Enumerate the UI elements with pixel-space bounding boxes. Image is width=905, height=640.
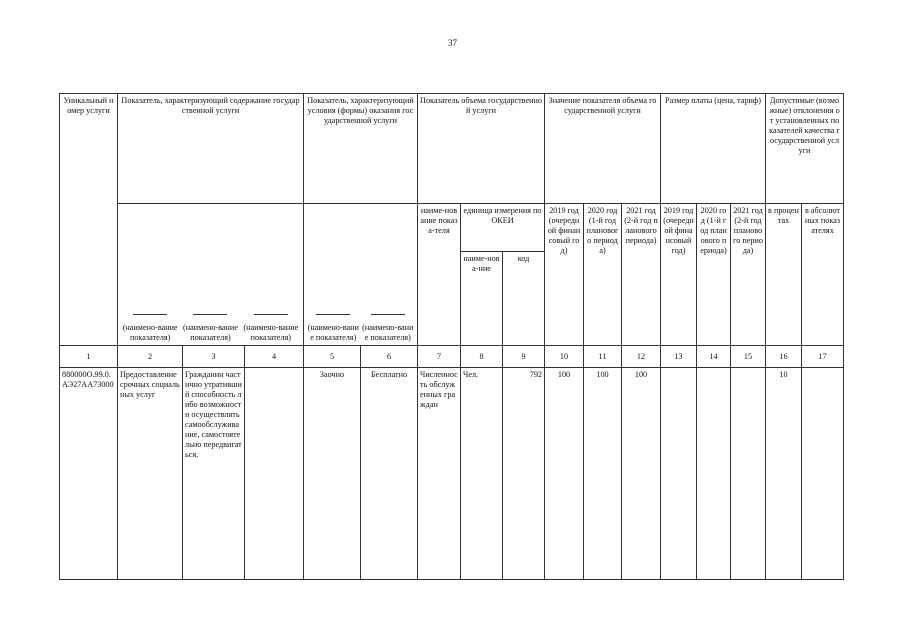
- cell-deviation-percent: 10: [766, 368, 802, 580]
- column-number: 1: [60, 346, 118, 368]
- subname-col-5: (наимено-вание показателя): [307, 323, 359, 342]
- header-unit-okei: единица измерения по ОКЕИ: [461, 204, 545, 252]
- cell-content-3: [245, 368, 304, 580]
- subname-col-3: (наимено-вание показателя): [183, 323, 238, 342]
- header-row-1: [60, 94, 844, 204]
- column-number: 7: [418, 346, 461, 368]
- header-fee-2020: 2020 год (1-й год планового периода): [697, 204, 731, 346]
- cell-condition-1: Заочно: [304, 368, 361, 580]
- column-number: 5: [304, 346, 361, 368]
- cell-fee-2021: [731, 368, 766, 580]
- service-volume-table: [59, 93, 844, 580]
- cell-content-1: Предоставление срочных социальных услуг: [118, 368, 183, 580]
- column-number: 6: [361, 346, 418, 368]
- column-number: 16: [766, 346, 802, 368]
- cell-content-2: Гражданин частично утративший способность либо возможности осуществлять самообслуживание, самостоятельно передвигаться,: [183, 368, 245, 580]
- header-year-2021-plan2: 2021 год (2-й год планового периода): [622, 204, 661, 346]
- column-number: 4: [245, 346, 304, 368]
- subname-col-2: (наимено-вание показателя): [122, 323, 178, 342]
- cell-value-2021: 100: [622, 368, 661, 580]
- cell-condition-2: Бесплатно: [361, 368, 418, 580]
- content-subnames: [118, 204, 304, 346]
- header-fee-2019: 2019 год (очередной финансовый год): [661, 204, 697, 346]
- column-number: 8: [461, 346, 503, 368]
- conditions-subnames: [304, 204, 418, 346]
- column-number: 12: [622, 346, 661, 368]
- column-number: 14: [697, 346, 731, 368]
- header-volume-value: Значение показателя объема государственной услуги: [545, 94, 661, 204]
- cell-fee-2020: [697, 368, 731, 580]
- header-content-indicator: Показатель, характеризующий содержание государственной услуги: [118, 94, 304, 204]
- header-indicator-name: наиме-нование показа-теля: [418, 204, 461, 346]
- header-unit-name: наиме-нова-ние: [461, 252, 503, 346]
- column-number: 3: [183, 346, 245, 368]
- header-unit-code: код: [503, 252, 545, 346]
- header-in-absolute: в абсолютных показателях: [802, 204, 844, 346]
- column-number: 10: [545, 346, 584, 368]
- page-number: 37: [448, 38, 457, 48]
- cell-unit-name: Чел.: [461, 368, 503, 580]
- cell-unit-code: 792: [503, 368, 545, 580]
- subname-col-6: (наимено-вание показателя): [362, 323, 414, 342]
- header-year-2019-fin: 2019 год (очередной финансовый год): [545, 204, 584, 346]
- cell-indicator-name: Численность обслуженных граждан: [418, 368, 461, 580]
- column-number: 9: [503, 346, 545, 368]
- column-numbers-row: [60, 346, 844, 368]
- column-number: 11: [584, 346, 622, 368]
- header-volume-indicator: Показатель объема государственной услуги: [418, 94, 545, 204]
- table-row: [60, 368, 844, 580]
- header-row-2: [60, 204, 844, 252]
- header-fee-size: Размер платы (цена, тариф): [661, 94, 766, 204]
- header-conditions-indicator: Показатель, характеризующий условия (формы) оказания государственной услуги: [304, 94, 418, 204]
- subname-col-4: (наимено-вание показателя): [243, 323, 299, 342]
- column-number: 15: [731, 346, 766, 368]
- column-number: 2: [118, 346, 183, 368]
- cell-fee-2019: [661, 368, 697, 580]
- column-number: 17: [802, 346, 844, 368]
- header-unique-number: Уникальный номер услуги: [60, 94, 118, 346]
- header-in-percent: в процентах: [766, 204, 802, 346]
- cell-deviation-absolute: [802, 368, 844, 580]
- header-deviations: Допустимые (возможные) отклонения от установленных показателей качества государственной услуги: [766, 94, 844, 204]
- cell-unique-number: 880000О.99.0.АЭ27АА73000: [60, 368, 118, 580]
- cell-value-2020: 100: [584, 368, 622, 580]
- header-fee-2021: 2021 год (2-й год планового периода): [731, 204, 766, 346]
- column-number: 13: [661, 346, 697, 368]
- header-year-2020-plan1: 2020 год (1-й год планового периода): [584, 204, 622, 346]
- cell-value-2019: 100: [545, 368, 584, 580]
